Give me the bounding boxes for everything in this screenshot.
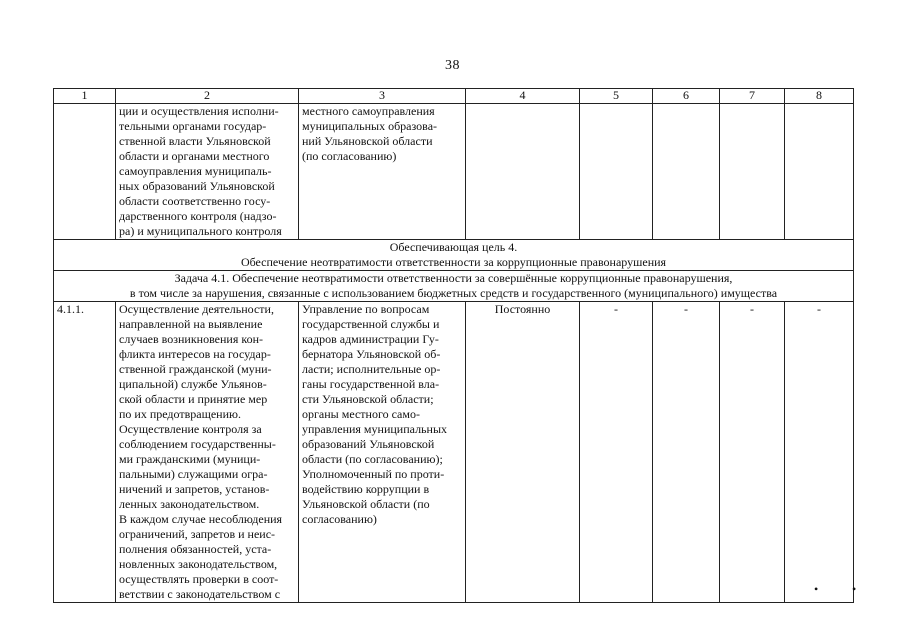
column-header-2: 2 (116, 89, 299, 104)
text-line: Ульяновской области (по (302, 497, 430, 511)
column-header-8: 8 (785, 89, 854, 104)
text-line: органы местного само- (302, 407, 420, 421)
text-line: местного самоуправления (302, 104, 435, 118)
continuation-cell-7 (720, 104, 785, 240)
measures-table (53, 88, 857, 603)
goal-description: Обеспечение неотвратимости ответственности за коррупционные правонарушения (240, 255, 667, 269)
continuation-executor-cell (299, 104, 466, 240)
continuation-cell-8 (785, 104, 854, 240)
cell-6: - (653, 302, 720, 603)
stray-mark: • (852, 582, 857, 596)
text-line: Управление по вопросам (302, 302, 430, 316)
text-line: дарственного контроля (надзо- (119, 209, 277, 223)
task-row (54, 271, 854, 302)
text-line: ветствии с законодательством с (119, 587, 281, 601)
text-line: бернатора Ульяновской об- (302, 347, 441, 361)
column-header-5: 5 (580, 89, 653, 104)
text-line: ленных законодательством. (119, 497, 260, 511)
text-line: государственной службы и (302, 317, 440, 331)
text-line: фликта интересов на государ- (119, 347, 271, 361)
row-number: 4.1.1. (54, 302, 116, 603)
period-cell: Постоянно (466, 302, 580, 603)
text-line: самоуправления муниципаль- (119, 164, 272, 178)
task-heading (54, 271, 854, 302)
text-line: ганы государственной вла- (302, 377, 440, 391)
text-line: ласти; исполнительные ор- (302, 362, 441, 376)
text-line: ограничений, запретов и неис- (119, 527, 276, 541)
text-line: новленных законодательством, (119, 557, 278, 571)
goal-title: Обеспечивающая цель 4. (389, 240, 518, 254)
text-line: ний Ульяновской области (302, 134, 433, 148)
cell-8: - (785, 302, 854, 603)
continuation-measure-cell (116, 104, 299, 240)
text-line: ничений и запретов, установ- (119, 482, 270, 496)
text-line: согласованию) (302, 512, 377, 526)
text-line: Осуществление контроля за (119, 422, 262, 436)
text-line: ми гражданскими (муници- (119, 452, 261, 466)
text-line: тельными органами государ- (119, 119, 267, 133)
cell-7: - (720, 302, 785, 603)
text-line: ции и осуществления исполни- (119, 104, 279, 118)
text-line: случаев возникновения кон- (119, 332, 264, 346)
goal-row (54, 240, 854, 271)
text-line: направленной на выявление (119, 317, 263, 331)
text-line: соблюдением государственны- (119, 437, 276, 451)
text-line: (по согласованию) (302, 149, 397, 163)
text-line: ственной власти Ульяновской (119, 134, 271, 148)
column-header-3: 3 (299, 89, 466, 104)
page-number: 38 (445, 58, 460, 73)
text-line: области и органами местного (119, 149, 270, 163)
text-line: по их предотвращению. (119, 407, 241, 421)
continuation-cell-5 (580, 104, 653, 240)
measure-cell (116, 302, 299, 603)
continuation-cell-6 (653, 104, 720, 240)
task-title: Задача 4.1. Обеспечение неотвратимости ответственности за совершённые коррупционные правонарушения, (174, 271, 733, 285)
cell-5: - (580, 302, 653, 603)
text-line: муниципальных образова- (302, 119, 438, 133)
text-line: ской области и принятие мер (119, 392, 268, 406)
text-line: ственной гражданской (муни- (119, 362, 272, 376)
text-line: ных образований Ульяновской (119, 179, 275, 193)
text-line: сти Ульяновской области; (302, 392, 434, 406)
text-line: пальными) служащими огра- (119, 467, 268, 481)
column-header-7: 7 (720, 89, 785, 104)
executor-cell (299, 302, 466, 603)
header-row (54, 89, 854, 104)
text-line: ципальной) службе Ульянов- (119, 377, 267, 391)
column-header-6: 6 (653, 89, 720, 104)
column-header-4: 4 (466, 89, 580, 104)
text-line: полнения обязанностей, уста- (119, 542, 272, 556)
text-line: водействию коррупции в (302, 482, 430, 496)
continuation-number-cell (54, 104, 116, 240)
text-line: Уполномоченный по проти- (302, 467, 445, 481)
stray-mark: • (814, 582, 819, 596)
column-header-1: 1 (54, 89, 116, 104)
continuation-row (54, 104, 854, 240)
text-line: Осуществление деятельности, (119, 302, 274, 316)
text-line: В каждом случае несоблюдения (119, 512, 283, 526)
task-description: в том числе за нарушения, связанные с использованием бюджетных средств и государственного (муниципального) имущества (129, 286, 778, 300)
text-line: области (по согласованию); (302, 452, 443, 466)
text-line: образований Ульяновской (302, 437, 435, 451)
text-line: осуществлять проверки в соот- (119, 572, 279, 586)
table-row (54, 302, 854, 603)
text-line: ра) и муниципального контроля (119, 224, 282, 238)
continuation-cell-4 (466, 104, 580, 240)
goal-heading (54, 240, 854, 271)
text-line: области соответственно госу- (119, 194, 271, 208)
text-line: управления муниципальных (302, 422, 448, 436)
text-line: кадров администрации Гу- (302, 332, 439, 346)
